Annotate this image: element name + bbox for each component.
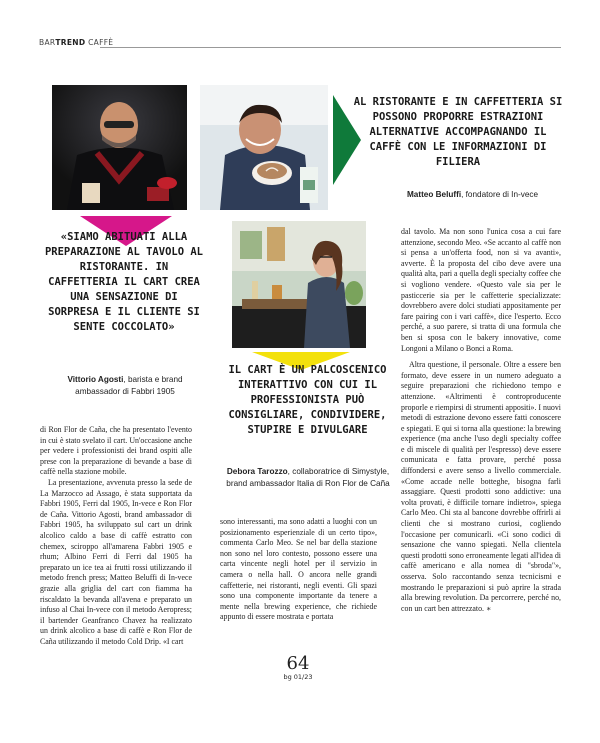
page-number bbox=[283, 655, 313, 681]
article-column-2 bbox=[220, 517, 377, 623]
paragraph: sono interessanti, ma sono adatti a luoghi con un posizionamento esperienziale di un certo tipo», commenta Carlo Meo. Se nel bar della stazione non sono nel loro contesto, possono essere una carta vincente negli hotel per il servizio in camera o nella hall. O ancora nelle grandi caffetterie, nei ristoranti, negli eventi. Gli spazi sono una componente importante da tenere a mente nella brewing experience, che richiede appunto di essere mostrata e portata bbox=[220, 517, 377, 622]
paragraph: dal tavolo. Ma non sono l'unica cosa a cui fare attenzione, secondo Meo. «Se accanto al caffè non si pensa a un'offerta food, non si va avanti», avverte. È la proposta del cibo deve avere una qualità alta, pari a quella degli specialty coffee che si vogliono vendere. «Questo vale sia per le pasticcerie sia per le caffetterie specializzate: dovrebbero avere dolci studiati appositamente per fare pairing con i vari caffè», dice l'esperto. Ecco perché, a suo parere, si tratta di una formula che ben si sposa con le bakery innovative, come Longoni a Milano o Bonci a Roma. bbox=[401, 227, 562, 353]
attribution-vittorio-agosti bbox=[55, 374, 195, 397]
attribution-role: , fondatore di In-vece bbox=[461, 190, 539, 199]
issue-label: bg 01/23 bbox=[283, 673, 313, 681]
quote-debora-tarozzo: IL CART È UN PALCOSCENICO INTERATTIVO CON CUI IL PROFESSIONISTA PUÒ CONSIGLIARE, CONDIVIDERE, STUPIRE E DIVULGARE bbox=[228, 364, 387, 436]
paragraph: La presentazione, avvenuta presso la sede de La Marzocco ad Assago, è stata supportata da Fabbri 1905, Ferri dal 1905, In-vece e Ron Flor de Caña. Vittorio Agosti, brand ambassador di Fabbri 1905, ha sviluppato sul cart un drink alcolico caldo a base di caffè estratto con chemex, sciroppo all'amarena Fabbri 1905 e rhum; Albino Ferri di Ferri dal 1905 ha preparato un ice tea ai frutti rossi utilizzando il metodo french press; Matteo Beluffi di In-vece grazie alla griglia del cart con fiamma ha riscaldato la bevanda all'avena e preparato un infuso al Chai In-vece con il metodo Aeropress; il bartender Geanfranco Chavez ha realizzato un drink alcolico a base di caffè e Ron Flor de Caña utilizzando il metodo Cold Drip. «I cart bbox=[40, 477, 192, 646]
section-header bbox=[39, 38, 113, 47]
photo-matteo-beluffi bbox=[200, 85, 328, 210]
attribution-matteo-beluffi bbox=[380, 189, 565, 201]
attribution-name: Matteo Beluffi bbox=[406, 190, 462, 199]
article-column-1 bbox=[40, 425, 192, 647]
quote-matteo-beluffi: AL RISTORANTE E IN CAFFETTERIA SI POSSONO PROPORRE ESTRAZIONI ALTERNATIVE ACCOMPAGNANDO IL CAFFÈ CON LE INFORMAZIONI DI FILIERA bbox=[353, 96, 563, 168]
photo-vittorio-agosti bbox=[52, 85, 187, 210]
paragraph: di Ron Flor de Caña, che ha presentato l'evento in cui è stato svelato il cart. Un'occasione anche per vedere i professionisti dei brand ospiti alle prese con la preparazione di bevande a base di caffè nella stazione mobile. bbox=[40, 425, 192, 477]
attribution-debora-tarozzo bbox=[222, 466, 394, 489]
section-cafe: CAFFÈ bbox=[88, 38, 114, 47]
section-bar: BAR bbox=[39, 38, 56, 47]
article-column-3 bbox=[401, 227, 561, 614]
photo-debora-tarozzo bbox=[232, 221, 366, 348]
section-trend: TREND bbox=[55, 38, 86, 47]
page-number-value: 64 bbox=[286, 653, 310, 674]
paragraph: Altra questione, il personale. Oltre a essere ben formato, deve essere in un numero adeguato a seguire preparazioni che richiedono tempo e attenzione. «Altrimenti è controproducente proporle e riempirsi di strumenti appositi». I nuovi metodi di estrazione devono essere fatti conoscere e spiegati. E qui si torna alla questione: la brewing experience (ma anche l'uso degli specialty coffee e di miscele di qualità per l'espresso) deve essere comunicata e fatta provare, perché possa diffondersi e avere senso a livello commerciale. «Come accade nelle botteghe, bisogna farli assaggiare. Questi prodotti sono addictive: una volta provati, è difficile tornare indietro», spiega Carlo Meo. Chi sta al bancone dovrebbe offrirli ai clienti che si mostrano curiosi, cogliendo l'occasione per comunicarli. «Ci sono codici di sensazione che vanno spiegati. Nella clientela questi prodotti sono erroneamente legati all'idea di caffè americano e alla nomea di "sbroda"», osserva. Solo raccontando senza tecnicismi e mostrando le preparazioni si può aprire la strada alla brewing revolution. Da percorrere, perché no, con un cart ben attrezzato. ∗ bbox=[401, 360, 561, 613]
quote-vittorio-agosti: «SIAMO ABITUATI ALLA PREPARAZIONE AL TAVOLO AL RISTORANTE. IN CAFFETTERIA IL CART CREA UNA SENSAZIONE DI SORPRESA E IL CLIENTE SI SENTE COCCOLATO» bbox=[44, 231, 204, 333]
attribution-role: , barista e brand ambassador di Fabbri 1905 bbox=[75, 375, 183, 396]
attribution-name: Vittorio Agosti bbox=[67, 375, 124, 384]
attribution-name: Debora Tarozzo bbox=[226, 467, 288, 476]
attribution-role: , collaboratrice di Simystyle, brand ambassador Italia di Ron Flor de Caña bbox=[226, 467, 390, 488]
header-rule bbox=[100, 47, 561, 48]
